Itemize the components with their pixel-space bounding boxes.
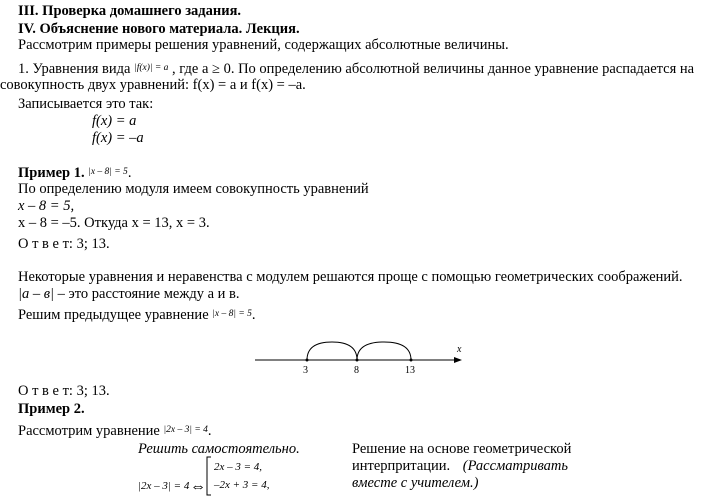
axis-label-x: x (457, 344, 462, 355)
system-eq-2: f(x) = –a (92, 130, 144, 146)
p1-after: , где a ≥ 0. По определению абсолютной величины данное уравнение распадается на (172, 61, 695, 77)
example-1-line (18, 164, 131, 181)
tick-label-13: 13 (405, 365, 415, 376)
p1-start: 1. Уравнения вида (18, 61, 131, 77)
right-column-interp: интерпритации. (352, 458, 451, 474)
tick-label-8: 8 (354, 365, 359, 376)
geometry-line: Некоторые уравнения и неравенства с модулем решаются проще с помощью геометрических соображений. (18, 269, 683, 285)
consider-text: Рассмотрим уравнение (18, 423, 160, 439)
left-column-equation: |2x – 3| = 4 (138, 480, 190, 492)
consider-dot: . (207, 423, 212, 439)
right-column-line-2 (352, 458, 568, 474)
example-2-label: Пример 2. (18, 401, 85, 417)
right-column-line-1: Решение на основе геометрической (352, 441, 572, 457)
right-column-line-3: вместе с учителем.) (352, 475, 479, 491)
solve-prev-line (18, 306, 256, 323)
solve-prev-formula: |x – 8| = 5 (212, 309, 252, 319)
distance-text: – это расстояние между a и в. (54, 286, 240, 302)
square-bracket (205, 456, 213, 496)
system-eq-1: f(x) = a (92, 113, 137, 129)
point-13 (410, 359, 413, 362)
solve-prev-text: Решим предыдущее уравнение (18, 307, 209, 323)
arc-3-to-8 (307, 342, 357, 360)
right-column-consider: (Рассматривать (462, 458, 568, 474)
point-3 (306, 359, 309, 362)
paragraph-1-line-1 (18, 60, 694, 77)
answer-1: О т в е т: 3; 13. (18, 236, 110, 252)
definition-line: По определению модуля имеем совокупность уравнений (18, 181, 369, 197)
tick-label-3: 3 (303, 365, 308, 376)
example-1-label: Пример 1. (18, 165, 85, 181)
arc-8-to-13 (357, 342, 411, 360)
p1-formula: |f(x)| = a (134, 63, 169, 73)
intro-text: Рассмотрим примеры решения уравнений, содержащих абсолютные величины. (18, 37, 509, 53)
example-1-dot: . (127, 165, 132, 181)
written-text: Записывается это так: (18, 96, 154, 112)
case-1: 2x – 3 = 4, (214, 461, 263, 473)
example-1-formula: |x – 8| = 5 (88, 167, 128, 177)
consider-line (18, 422, 211, 439)
distance-formula: |a – в| (18, 286, 55, 302)
section-heading-4: IV. Объяснение нового материала. Лекция. (18, 21, 300, 37)
equivalence-arrow-icon: ⇔ (190, 478, 206, 495)
consider-formula: |2x – 3| = 4 (163, 425, 208, 435)
section-heading-3: III. Проверка домашнего задания. (18, 3, 242, 19)
paragraph-1-line-2: совокупность двух уравнений: f(x) = a и f(x) = –a. (0, 77, 306, 93)
solve-prev-dot: . (251, 307, 256, 323)
equation-1: x – 8 = 5, (18, 198, 75, 214)
answer-2: О т в е т: 3; 13. (18, 383, 110, 399)
left-column-title: Решить самостоятельно. (138, 441, 300, 457)
point-8 (356, 359, 359, 362)
equation-2: x – 8 = –5. Откуда x = 13, x = 3. (18, 215, 210, 231)
axis-arrow-icon (454, 357, 462, 363)
number-line-diagram (250, 336, 470, 378)
case-2: –2x + 3 = 4, (214, 479, 270, 491)
distance-line (18, 286, 240, 302)
